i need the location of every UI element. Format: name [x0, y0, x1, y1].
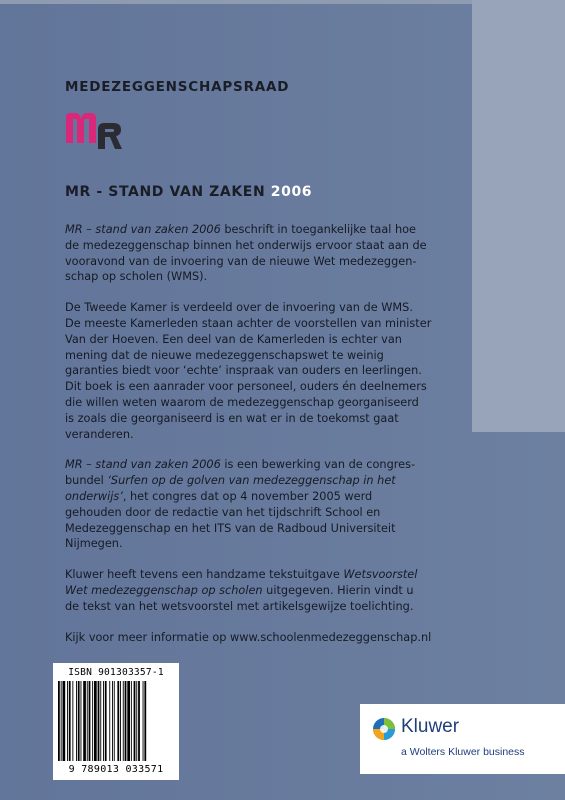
- blurb-paragraph-1: [65, 222, 465, 285]
- blurb-text-line: Kluwer heeft tevens een handzame tekstuitgave: [65, 568, 344, 582]
- barcode-bar: [103, 681, 104, 761]
- blurb-text-line: Dit boek is een aanrader voor personeel, ouders én deelnemers: [65, 380, 427, 394]
- barcode-bar: [72, 681, 73, 761]
- blurb-text-line: bundel: [65, 474, 108, 488]
- blurb-text-line: veranderen.: [65, 427, 134, 441]
- blurb-text-line: Medezeggenschap en het ITS van de Radboud Universiteit: [65, 521, 396, 535]
- barcode-bar: [94, 681, 97, 761]
- barcode-bar: [127, 681, 130, 761]
- publisher-name: Kluwer: [401, 716, 460, 737]
- barcode-bar: [67, 681, 68, 761]
- barcode-bar: [63, 681, 66, 761]
- kluwer-globe-icon: [372, 717, 396, 741]
- blurb-text-line: garanties biedt voor ‘echte’ inspraak van ouders en leerlingen.: [65, 364, 422, 378]
- blurb-text-line: mening dat de nieuwe medezeggenschapswet te weinig: [65, 348, 384, 362]
- blurb-text-line: De Tweede Kamer is verdeeld over de invoering van de WMS.: [65, 301, 413, 315]
- barcode-bar: [83, 681, 86, 761]
- barcode-bar: [81, 681, 82, 761]
- mr-logo: [65, 105, 125, 151]
- blurb-text-line: die willen weten waarom de medezeggenschap georganiseerd: [65, 395, 419, 409]
- blurb-text-line: de medezeggenschap binnen het onderwijs ervoor staat aan de: [65, 238, 427, 252]
- blurb-text-line: Van der Hoeven. Een deel van de Kamerleden is echter van: [65, 332, 402, 346]
- blurb-congress-title-italic: ‘Surfen op de golven van medezeggenschap in het: [107, 474, 396, 488]
- barcode-bar: [138, 681, 140, 761]
- blurb-text: [65, 222, 465, 660]
- blurb-text-line: uitgegeven. Hierin vindt u: [262, 583, 414, 597]
- barcode-bar: [120, 681, 121, 761]
- blurb-text-line: vooravond van de invoering van de nieuwe Wet medezeggen-: [65, 254, 417, 268]
- publisher-logo-box: [360, 704, 565, 774]
- book-title-year: 2006: [270, 184, 313, 200]
- blurb-congress-title-italic: onderwijs’: [65, 489, 123, 503]
- barcode-bar: [112, 681, 113, 761]
- blurb-text-line: De meeste Kamerleden staan achter de voorstellen van minister: [65, 316, 432, 330]
- decorative-side-panel: [472, 0, 565, 432]
- ean-number: 9 789013 033571: [68, 764, 164, 775]
- barcode-bar: [100, 681, 101, 761]
- blurb-book-title-italic: MR – stand van zaken 2006: [65, 458, 221, 472]
- barcode-bar: [143, 681, 144, 761]
- barcode-bar: [92, 681, 93, 761]
- book-title: [65, 184, 312, 200]
- isbn-number: ISBN 901303357-1: [68, 667, 164, 678]
- barcode-bar: [117, 681, 119, 761]
- barcode-bar: [78, 681, 80, 761]
- barcode-bar: [61, 681, 62, 761]
- book-title-text: MR - STAND VAN ZAKEN: [65, 184, 266, 200]
- barcode-bar: [105, 681, 107, 761]
- barcode-bar: [144, 681, 146, 761]
- barcode-bar: [87, 681, 88, 761]
- barcode-bar: [125, 681, 127, 761]
- barcode-bar: [131, 681, 132, 761]
- barcode-bars: [58, 681, 174, 763]
- barcode-bar: [114, 681, 115, 761]
- barcode-bar: [136, 681, 137, 761]
- blurb-law-title-italic: Wetsvoorstel: [343, 568, 418, 582]
- blurb-paragraph-2: [65, 300, 465, 442]
- barcode-bar: [76, 681, 77, 761]
- barcode-bar: [58, 681, 60, 761]
- blurb-website-line: Kijk voor meer informatie op www.schoolenmedezeggenschap.nl: [65, 630, 432, 644]
- blurb-paragraph-3: [65, 457, 465, 552]
- blurb-text-line: beschrift in toegankelijke taal hoe: [220, 223, 416, 236]
- blurb-paragraph-4: [65, 567, 465, 614]
- blurb-text-line: Nijmegen.: [65, 537, 123, 551]
- isbn-barcode: [53, 663, 179, 780]
- barcode-bar: [98, 681, 100, 761]
- barcode-bar: [69, 681, 71, 761]
- blurb-text-line: schap op scholen (WMS).: [65, 270, 208, 284]
- blurb-book-title-italic: MR – stand van zaken 2006: [65, 223, 221, 236]
- barcode-bar: [109, 681, 110, 761]
- blurb-text-line: , het congres dat op 4 november 2005 werd: [122, 489, 373, 503]
- blurb-text-line: gehouden door de redactie van het tijdschrift School en: [65, 505, 381, 519]
- publisher-tagline: a Wolters Kluwer business: [401, 746, 525, 758]
- blurb-paragraph-5: [65, 630, 465, 646]
- blurb-text-line: is een bewerking van de congres-: [220, 458, 416, 472]
- series-title: MEDEZEGGENSCHAPSRAAD: [65, 79, 290, 95]
- logo-letter-m: [66, 113, 96, 143]
- blurb-law-title-italic: Wet medezeggenschap op scholen: [65, 583, 263, 597]
- barcode-bar: [89, 681, 91, 761]
- blurb-text-line: de tekst van het wetsvoorstel met artikelsgewijze toelichting.: [65, 599, 414, 613]
- barcode-bar: [134, 681, 136, 761]
- logo-letter-r: [98, 123, 122, 149]
- barcode-bar: [123, 681, 124, 761]
- blurb-text-line: is zoals die georganiseerd is en wat er in de toekomst gaat: [65, 411, 399, 425]
